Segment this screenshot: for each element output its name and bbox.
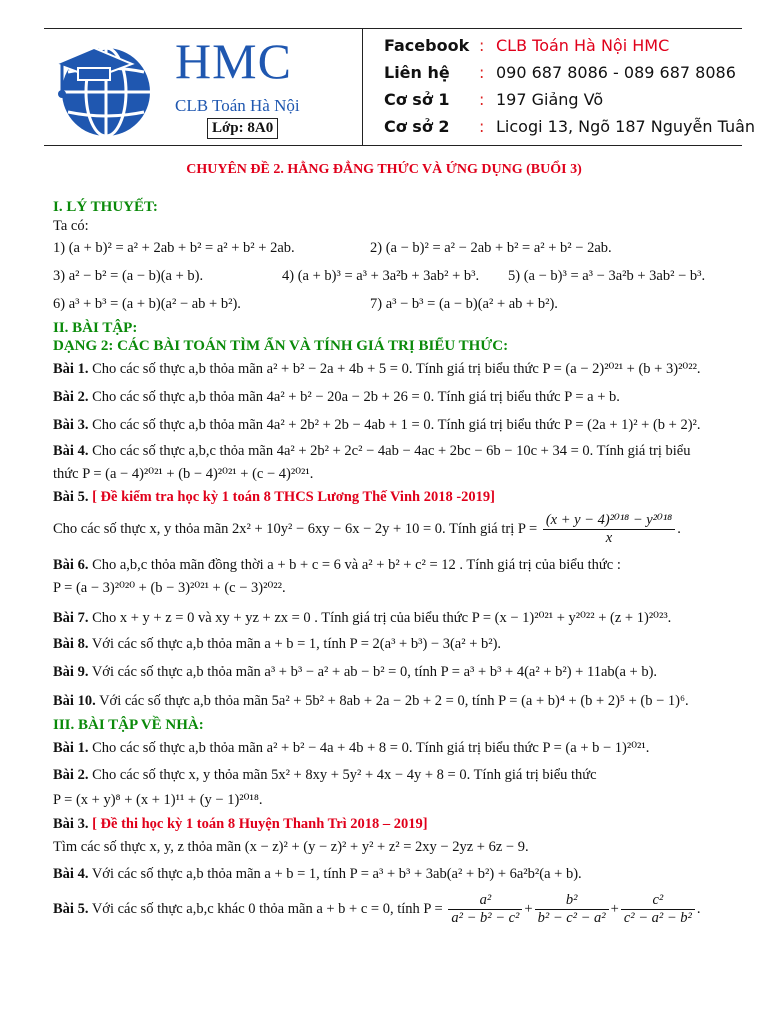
document-title: CHUYÊN ĐỀ 2. HẰNG ĐẲNG THỨC VÀ ỨNG DỤNG (BUỔI 3) <box>186 162 582 177</box>
fraction-denominator: c² − a² − b² <box>623 910 692 926</box>
info-key: Cơ sở 1 <box>384 90 450 109</box>
exercise-label: Bài 3. <box>53 417 89 433</box>
exercise-2 <box>53 389 620 406</box>
theory-heading: I. LÝ THUYẾT: <box>53 199 158 215</box>
exercise-label: Bài 9. <box>53 664 89 680</box>
exercise-6 <box>53 557 621 574</box>
exercise-text: Với các số thực a,b thỏa mãn a³ + b³ − a² + ab − b² = 0, tính P = a³ + b³ + 4(a² + b²) + 11ab(a + b). <box>91 664 658 680</box>
info-key: Facebook <box>384 36 470 55</box>
exercise-label: Bài 4. <box>53 443 89 459</box>
exercise-label: Bài 5. <box>53 489 89 505</box>
fraction-denominator: x <box>605 530 613 546</box>
fraction-denominator: b² − c² − a² <box>537 910 606 926</box>
homework-3: Tìm các số thực x, y, z thỏa mãn (x − z)² + (y − z)² + y² + z² = 2xy − 2yz + 6z − 9. <box>53 839 529 855</box>
exercise-text: Cho các số thực a,b,c thỏa mãn 4a² + 2b² + 2c² − 4ab − 4ac + 2bc − 6b − 10c + 34 = 0. Tính giá trị biểu <box>92 443 691 459</box>
fraction-denominator: a² − b² − c² <box>451 910 520 926</box>
brand-name: HMC <box>175 33 292 89</box>
exercise-4-cont: thức P = (a − 4)²⁰²¹ + (b − 4)²⁰²¹ + (c − 4)²⁰²¹. <box>53 466 314 482</box>
homework-heading: III. BÀI TẬP VỀ NHÀ: <box>53 717 204 733</box>
info-sep: : <box>479 117 485 136</box>
exercises-subheading: DẠNG 2: CÁC BÀI TOÁN TÌM ẨN VÀ TÍNH GIÁ TRỊ BIỂU THỨC: <box>53 338 509 354</box>
fraction-numerator: a² <box>448 892 522 910</box>
homework-2-cont: P = (x + y)⁸ + (x + 1)¹¹ + (y − 1)²⁰¹⁸. <box>53 792 263 808</box>
exercise-label: Bài 8. <box>53 636 89 652</box>
homework-label: Bài 3. <box>53 816 89 832</box>
exercise-6-cont: P = (a − 3)²⁰²⁰ + (b − 3)²⁰²¹ + (c − 3)²⁰²². <box>53 580 286 596</box>
phone-numbers: 090 687 8086 - 089 687 8086 <box>496 63 736 82</box>
info-sep: : <box>479 36 485 55</box>
homework-1 <box>53 740 649 757</box>
exercise-text: Cho a,b,c thỏa mãn đồng thời a + b + c = 6 và a² + b² + c² = 12 . Tính giá trị của biểu thức : <box>92 557 621 573</box>
homework-label: Bài 5. <box>53 900 89 917</box>
identity-7: 7) a³ − b³ = (a − b)(a² + ab + b²). <box>370 296 558 312</box>
class-label: Lớp: 8A0 <box>207 118 278 139</box>
exercise-label: Bài 2. <box>53 389 89 405</box>
exercise-text: Cho các số thực a,b thỏa mãn 4a² + 2b² + 2b − 4ab + 1 = 0. Tính giá trị biểu thức P = (2a + 1)² + (b + 2)². <box>92 417 701 433</box>
homework-3-header <box>53 816 428 833</box>
identity-4: 4) (a + b)³ = a³ + 3a²b + 3ab² + b³. <box>282 268 480 284</box>
homework-text: Cho các số thực x, y thỏa mãn 5x² + 8xy + 5y² + 4x − 4y + 8 = 0. Tính giá trị biểu thức <box>92 767 597 783</box>
homework-label: Bài 4. <box>53 866 89 882</box>
homework-text: Với các số thực a,b,c khác 0 thỏa mãn a + b + c = 0, tính P = <box>91 900 443 917</box>
exercise-text: Với các số thực a,b thỏa mãn 5a² + 5b² + 8ab + 2a − 2b + 2 = 0, tính P = (a + b)⁴ + (b + 2)⁵ + (b − 1)⁶. <box>99 693 689 709</box>
exercise-text: Cho các số thực a,b thỏa mãn a² + b² − 2a + 4b + 5 = 0. Tính giá trị biểu thức P = (a − 2)²⁰²¹ + (b + 3)²⁰²². <box>92 361 701 377</box>
fraction-numerator: c² <box>621 892 695 910</box>
exercise-10 <box>53 693 689 710</box>
identity-5: 5) (a − b)³ = a³ − 3a²b + 3ab² − b³. <box>508 268 706 284</box>
homework-4 <box>53 866 582 883</box>
exercise-1 <box>53 361 701 378</box>
exercise-label: Bài 10. <box>53 693 96 709</box>
header-divider <box>362 28 363 145</box>
exercise-text: Cho các số thực x, y thỏa mãn 2x² + 10y² − 6xy − 6x − 2y + 10 = 0. Tính giá trị P = <box>53 520 538 537</box>
fraction <box>535 892 609 927</box>
exercise-text: Cho các số thực a,b thỏa mãn 4a² + b² − 20a − 2b + 26 = 0. Tính giá trị biểu thức P = a + b. <box>92 389 620 405</box>
exercises-heading: II. BÀI TẬP: <box>53 320 138 336</box>
exercise-label: Bài 6. <box>53 557 89 573</box>
campus-2-address: Licogi 13, Ngõ 187 Nguyễn Tuân <box>496 117 756 136</box>
exercise-5-header <box>53 489 495 506</box>
info-key: Liên hệ <box>384 63 450 82</box>
exercise-3 <box>53 417 701 434</box>
identity-6: 6) a³ + b³ = (a + b)(a² − ab + b²). <box>53 296 241 312</box>
identity-3: 3) a² − b² = (a − b)(a + b). <box>53 268 204 284</box>
exercise-9 <box>53 664 657 681</box>
homework-source: [ Đề thi học kỳ 1 toán 8 Huyện Thanh Trì 2018 – 2019] <box>92 816 428 832</box>
theory-intro: Ta có: <box>53 218 89 234</box>
fraction-numerator: (x + y − 4)²⁰¹⁸ − y²⁰¹⁸ <box>543 512 675 530</box>
exercise-7 <box>53 610 671 627</box>
exercise-8 <box>53 636 501 653</box>
facebook-link[interactable]: CLB Toán Hà Nội HMC <box>496 36 670 55</box>
exercise-text: Cho x + y + z = 0 và xy + yz + zx = 0 . Tính giá trị của biểu thức P = (x − 1)²⁰²¹ + y²⁰²² + (z + 1)²⁰²³. <box>92 610 672 626</box>
info-sep: : <box>479 63 485 82</box>
info-key: Cơ sở 2 <box>384 117 450 136</box>
hmc-globe-logo-icon <box>48 34 158 142</box>
homework-2 <box>53 767 597 784</box>
fraction <box>621 892 695 927</box>
homework-label: Bài 2. <box>53 767 89 783</box>
exercise-source: [ Đề kiểm tra học kỳ 1 toán 8 THCS Lương Thế Vinh 2018 -2019] <box>92 489 495 505</box>
exercise-text: Với các số thực a,b thỏa mãn a + b = 1, tính P = 2(a³ + b³) − 3(a² + b²). <box>91 636 502 652</box>
homework-label: Bài 1. <box>53 740 89 756</box>
exercise-label: Bài 1. <box>53 361 89 377</box>
header-bottom-rule <box>44 145 742 146</box>
identity-2: 2) (a − b)² = a² − 2ab + b² = a² + b² − 2ab. <box>370 240 612 256</box>
fraction <box>543 512 675 547</box>
fraction <box>448 892 522 927</box>
campus-1-address: 197 Giảng Võ <box>496 90 604 109</box>
header-top-rule <box>44 28 742 29</box>
exercise-4 <box>53 443 690 460</box>
homework-text: Với các số thực a,b thỏa mãn a + b = 1, tính P = a³ + b³ + 3ab(a² + b²) + 6a²b²(a + b). <box>91 866 582 882</box>
info-sep: : <box>479 90 485 109</box>
homework-text: Cho các số thực a,b thỏa mãn a² + b² − 4a + 4b + 8 = 0. Tính giá trị biểu thức P = (a + b − 1)²⁰²¹. <box>92 740 650 756</box>
identity-1: 1) (a + b)² = a² + 2ab + b² = a² + b² + 2ab. <box>53 240 295 256</box>
club-name: CLB Toán Hà Nội <box>175 96 300 115</box>
exercise-label: Bài 7. <box>53 610 89 626</box>
homework-5: Bài 5. Với các số thực a,b,c khác 0 thỏa mãn a + b + c = 0, tính P = $\frac{\text{a²}}{\text{a² − b² − c²}}$ + $\frac{\text{b²}}{\text{b² − c² − a²}}$ + $\frac{\text{c²}}{\text{c² − a² − b²}}$ . <box>53 892 701 926</box>
exercise-5: Cho các số thực x, y thỏa mãn 2x² + 10y² − 6xy − 6x − 2y + 10 = 0. Tính giá trị P = $\frac{\text{(x + y − 4)²⁰¹⁸ − y²⁰¹⁸}}{x}$ . <box>53 512 681 546</box>
fraction-numerator: b² <box>535 892 609 910</box>
